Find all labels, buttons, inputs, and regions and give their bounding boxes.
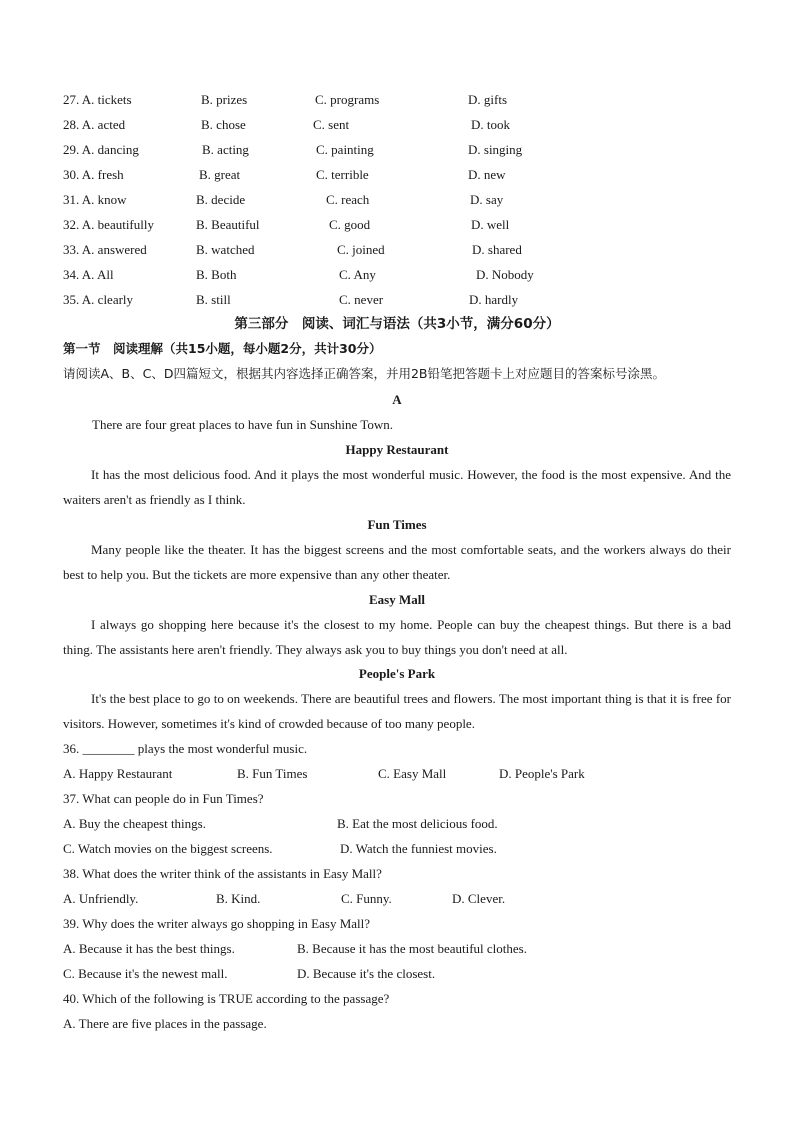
option-a: A. Buy the cheapest things. — [63, 816, 206, 831]
question-stem: 38. What does the writer think of the assistants in Easy Mall? — [63, 866, 382, 881]
instruction: 请阅读A、B、C、D四篇短文，根据其内容选择正确答案，并用2B铅笔把答题卡上对应题目的答案标号涂黑。 — [63, 366, 666, 381]
option-c: C. Because it's the newest mall. — [63, 966, 228, 981]
option-b: B. Kind. — [216, 891, 261, 906]
option-c: C. Funny. — [341, 891, 392, 906]
section-paragraph: I always go shopping here because it's the closest to my home. People can buy the cheapest things. But there is a bad thing. The assistants here aren't friendly. They always ask you to buy things you don't need at all. — [63, 617, 731, 657]
option-b: B. still — [196, 292, 231, 307]
option-c: C. reach — [326, 192, 370, 207]
option-b: B. acting — [202, 142, 249, 157]
option-a: 31. A. know — [63, 192, 127, 207]
section-heading: People's Park — [358, 666, 436, 681]
option-c: C. joined — [337, 242, 385, 257]
section-paragraph: It has the most delicious food. And it plays the most wonderful music. However, the food is the most expensive. And the waiters aren't as friendly as I think. — [63, 467, 731, 507]
option-d: D. shared — [472, 242, 522, 257]
option-d: D. Clever. — [452, 891, 506, 906]
question-stem: 40. Which of the following is TRUE according to the passage? — [63, 991, 390, 1006]
option-d: D. Because it's the closest. — [297, 966, 436, 981]
option-b: B. decide — [196, 192, 246, 207]
question-stem: 36. ________ plays the most wonderful music. — [63, 741, 308, 756]
section-paragraph: Many people like the theater. It has the biggest screens and the most comfortable seats, and the workers always do their best to help you. But the tickets are more expensive than any other theater. — [63, 542, 731, 582]
option-a: 32. A. beautifully — [63, 217, 154, 232]
option-b: B. Both — [196, 267, 237, 282]
option-b: B. prizes — [201, 92, 248, 107]
passage-intro: There are four great places to have fun in Sunshine Town. — [92, 417, 393, 432]
option-c: C. Watch movies on the biggest screens. — [63, 841, 273, 856]
option-c: C. Easy Mall — [378, 766, 447, 781]
option-c: C. sent — [313, 117, 350, 132]
option-d: D. took — [471, 117, 510, 132]
question-stem: 39. Why does the writer always go shopping in Easy Mall? — [63, 916, 371, 931]
option-d: D. Watch the funniest movies. — [340, 841, 497, 856]
section-paragraph: It's the best place to go to on weekends. There are beautiful trees and flowers. The most important thing is that it is free for visitors. However, sometimes it's kind of crowded because of too many people. — [63, 691, 731, 731]
option-a: 34. A. All — [63, 267, 114, 282]
option-c: C. never — [339, 292, 384, 307]
option-d: D. Nobody — [476, 267, 534, 282]
option-b: B. Fun Times — [237, 766, 308, 781]
option-a: 29. A. dancing — [63, 142, 139, 157]
option-a: 33. A. answered — [63, 242, 147, 257]
option-a: A. Unfriendly. — [63, 891, 139, 906]
option-b: B. chose — [201, 117, 246, 132]
option-c: C. painting — [316, 142, 374, 157]
option-d: D. singing — [468, 142, 523, 157]
option-c: C. terrible — [316, 167, 369, 182]
option-b: B. watched — [196, 242, 255, 257]
section-heading: Easy Mall — [369, 592, 425, 607]
option-d: D. new — [468, 167, 506, 182]
part-title: 第三部分 阅读、词汇与语法（共3小节，满分60分） — [234, 316, 560, 332]
option-d: D. hardly — [469, 292, 519, 307]
option-b: B. Beautiful — [196, 217, 260, 232]
option-a: 30. A. fresh — [63, 167, 124, 182]
section-heading: Fun Times — [367, 517, 427, 532]
option-c: C. good — [329, 217, 371, 232]
option-d: D. People's Park — [499, 766, 585, 781]
option-d: D. well — [471, 217, 510, 232]
option-d: D. say — [470, 192, 504, 207]
question-stem: 37. What can people do in Fun Times? — [63, 791, 264, 806]
option-a: A. Happy Restaurant — [63, 766, 173, 781]
option-c: C. programs — [315, 92, 380, 107]
option-a: A. There are five places in the passage. — [63, 1016, 267, 1031]
option-c: C. Any — [339, 267, 376, 282]
option-a: A. Because it has the best things. — [63, 941, 235, 956]
option-b: B. great — [199, 167, 241, 182]
option-b: B. Eat the most delicious food. — [337, 816, 498, 831]
option-d: D. gifts — [468, 92, 507, 107]
option-b: B. Because it has the most beautiful clothes. — [297, 941, 527, 956]
section-title: 第一节 阅读理解（共15小题，每小题2分，共计30分） — [63, 341, 382, 356]
option-a: 35. A. clearly — [63, 292, 134, 307]
option-a: 28. A. acted — [63, 117, 126, 132]
option-a: 27. A. tickets — [63, 92, 132, 107]
passage-label: A — [392, 392, 402, 407]
section-heading: Happy Restaurant — [345, 442, 449, 457]
